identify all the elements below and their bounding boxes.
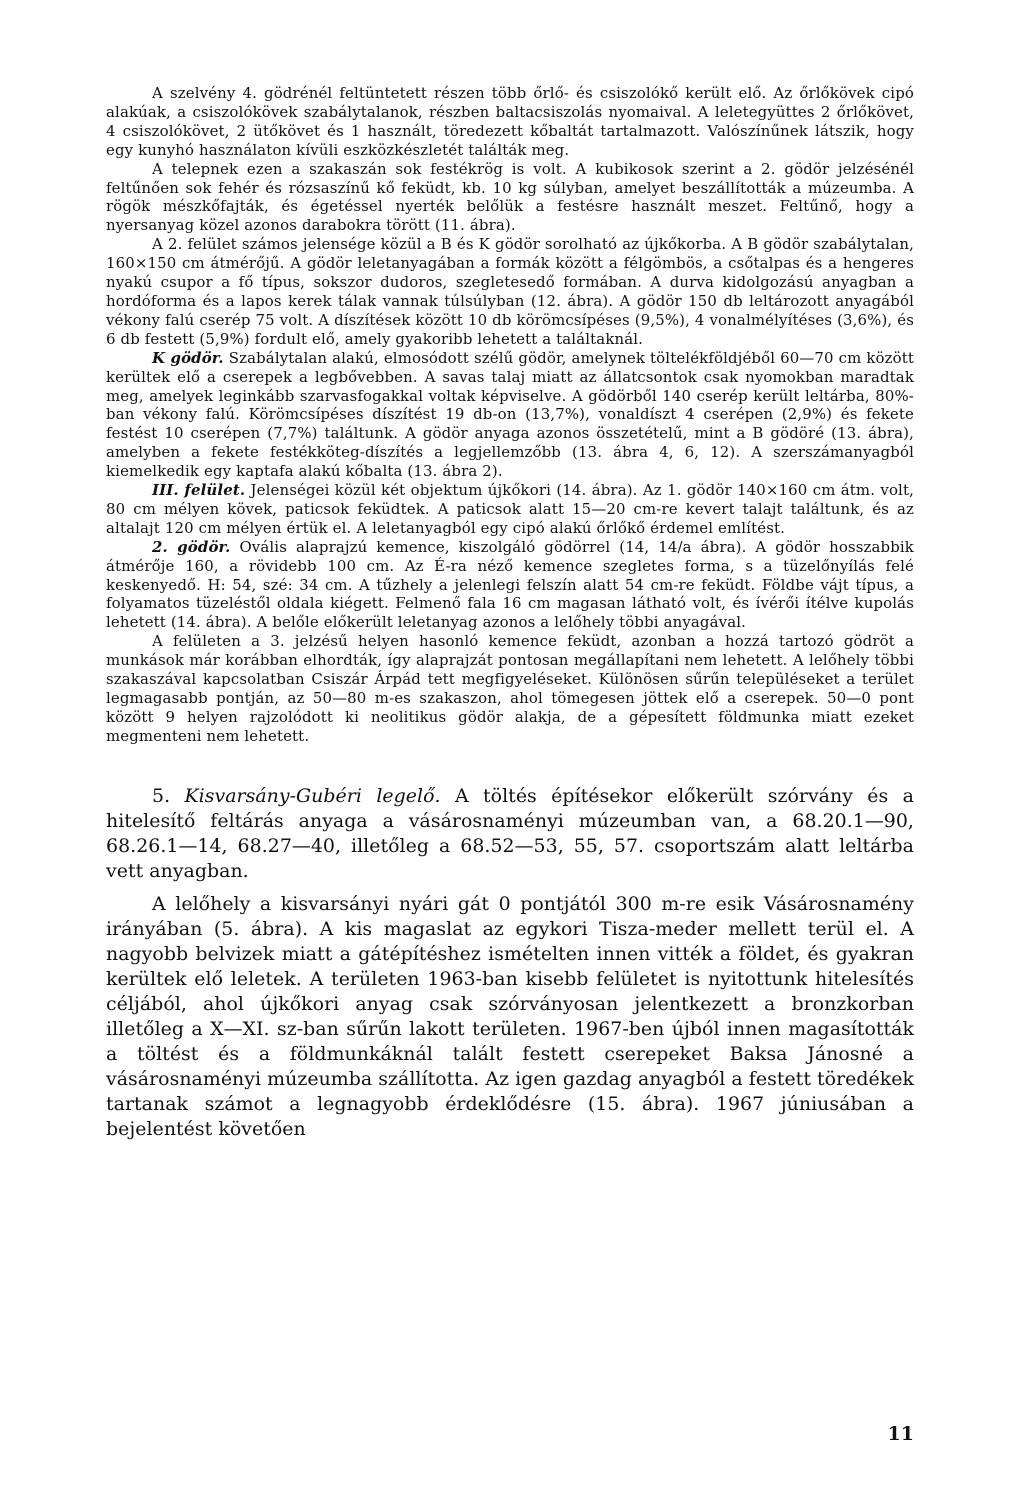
paragraph-text: Szabálytalan alakú, elmosódott szélű gödör, amelynek töltelékföldjéből 60—70 cm között kerültek elő a cserepek a legbővebben. A savas talaj miatt az állatcsontok csak nyomokban maradtak meg, amelyek leginkább szarvasfogakkal voltak képviselve. A gödörből 140 cserép került leltárba, 80%-ban vékony falú. Körömcsípéses díszítést 19 db-on (13,7%), vonaldíszt 4 cserépen (2,9%) és fekete festést 10 cserépen (7,7%) találtunk. A gödör anyaga azonos összetételű, mint a B gödöré (13. ábra), amelyben a fekete festékköteg-díszítés a legjellemzőbb (13. ábra 4, 6, 12). A szerszámanyagból kiemelkedik egy kaptafa alakú kőbalta (13. ábra 2). <box>106 348 914 481</box>
paragraph-text: Jelenségei közül két objektum újkőkori (14. ábra). Az 1. gödör 140×160 cm átm. volt, 80 cm mélyen kövek, paticsok feküdtek. A paticsok alatt 15—20 cm-re kevert talajt találtunk, és az altalajt 120 cm mélyen értük el. A leletanyagból egy cipó alakú őrlőkő érdemel említést. <box>106 481 914 537</box>
paragraph-2-godor <box>106 538 914 633</box>
site-title: Kisvarsány-Gubéri legelő. <box>184 784 441 807</box>
paragraph: A szelvény 4. gödrénél feltüntetett részen több őrlő- és csiszolókő került elő. Az őrlőkövek cipó alakúak, a csiszolókövek szabálytalanok, részben baltacsiszolás nyomaival. A leletegyüttes 2 őrlőkövet, 4 csiszolókövet, 2 ütőkövet és 1 használt, töredezett kőbaltát tartalmazott. Valószínűnek látszik, hogy egy kunyhó használaton kívüli eszközkészletét találták meg. <box>106 84 914 159</box>
paragraph: A 2. felület számos jelensége közül a B és K gödör sorolható az újkőkorba. A B gödör szabálytalan, 160×150 cm átmérőjű. A gödör leletanyagában a formák között a félgömbös, a csőtalpas és a hengeres nyakú csupor a fő típus, sokszor dudoros, szegletesedő formában. A durva kidolgozású anyagban a hordóforma és a lapos kerek tálak vannak túlsúlyban (12. ábra). A gödör 150 db leltározott anyagából vékony falú cserép 75 volt. A díszítések között 10 db körömcsípéses (9,5%), 4 vonalmélyítéses (3,6%), és 6 db festett (5,9%) fordult elő, amely gyakoribb lehetett a találtaknál. <box>106 235 914 348</box>
paragraph-k-godor <box>106 349 914 481</box>
paragraph: A telepnek ezen a szakaszán sok festékrög is volt. A kubikosok szerint a 2. gödör jelzésénél feltűnően sok fehér és rózsaszínű kő feküdt, kb. 10 kg súlyban, amelyet beszállították a múzeumba. A rögök mészkőfajták, és égetéssel nyerték belőlük a festésre használt meszet. Feltűnő, hogy a nyersanyag közel azonos darabokra törött (11. ábra). <box>106 159 914 235</box>
subheading: K gödör. <box>152 348 224 367</box>
subheading: 2. gödör. <box>152 537 231 556</box>
section-large-print <box>106 784 914 1142</box>
paragraph-text: A töltés építésekor előkerült szórvány és a hitelesítő feltárás anyaga a vásárosnaményi múzeumban van, a 68.20.1—90, 68.26.1—14, 68.27—40, illetőleg a 68.52—53, 55, 57. csoportszám alatt leltárba vett anyagban. <box>106 784 914 882</box>
site-number: 5. <box>152 784 171 807</box>
page-number: 11 <box>887 1423 914 1445</box>
paragraph-iii-felulet <box>106 481 914 538</box>
section-small-print <box>106 84 914 746</box>
paragraph: A felületen a 3. jelzésű helyen hasonló kemence feküdt, azonban a hozzá tartozó gödröt a munkások már korábban elhordták, így alaprajzát pontosan megállapítani nem lehetett. A lelőhely többi szakaszával kapcsolatban Csiszár Árpád tett megfigyeléseket. Különösen sűrűn településeket a terület legmagasabb pontján, az 50—80 m-es szakaszon, ahol tömegesen jöttek elő a cserepek. 50—0 pont között 9 helyen rajzolódott ki neolitikus gödör alakja, de a gépesített földmunka miatt ezeket megmenteni nem lehetett. <box>106 632 914 745</box>
subheading: III. felület. <box>152 481 246 500</box>
paragraph: A lelőhely a kisvarsányi nyári gát 0 pontjától 300 m-re esik Vásárosnamény irányában (5. ábra). A kis magaslat az egykori Tisza-meder mellett terül el. A nagyobb belvizek miatt a gátépítéshez ismételten innen vitték a földet, és gyakran kerültek elő leletek. A területen 1963-ban kisebb felületet is nyitottunk hitelesítés céljából, ahol újkőkori anyag csak szórványosan jelentkezett a bronzkorban illetőleg a X—XI. sz-ban sűrűn lakott területen. 1967-ben újból innen magasították a töltést és a földmunkáknál talált festett cserepeket Baksa Jánosné a vásárosnaményi múzeumba szállította. Az igen gazdag anyagból a festett töredékek tartanak számot a legnagyobb érdeklődésre (15. ábra). 1967 júniusában a bejelentést követően <box>106 892 914 1140</box>
paragraph-text: Ovális alaprajzú kemence, kiszolgáló gödörrel (14, 14/a ábra). A gödör hosszabbik átmérője 160, a rövidebb 100 cm. Az É-ra néző kemence szegletes forma, s a tüzelőnyílás felé keskenyedő. H: 54, szé: 34 cm. A tűzhely a jelenlegi felszín alatt 54 cm-re feküdt. Földbe vájt típus, a folyamatos tüzeléstől oldala kiégett. Felmenő fala 16 cm magasan látható volt, és ívérői ítélve kupolás lehetett (14. ábra). A belőle előkerült leletanyag azonos a lelőhely többi anyagával. <box>106 537 914 632</box>
paragraph-site-heading <box>106 784 914 884</box>
document-page <box>106 84 914 1142</box>
